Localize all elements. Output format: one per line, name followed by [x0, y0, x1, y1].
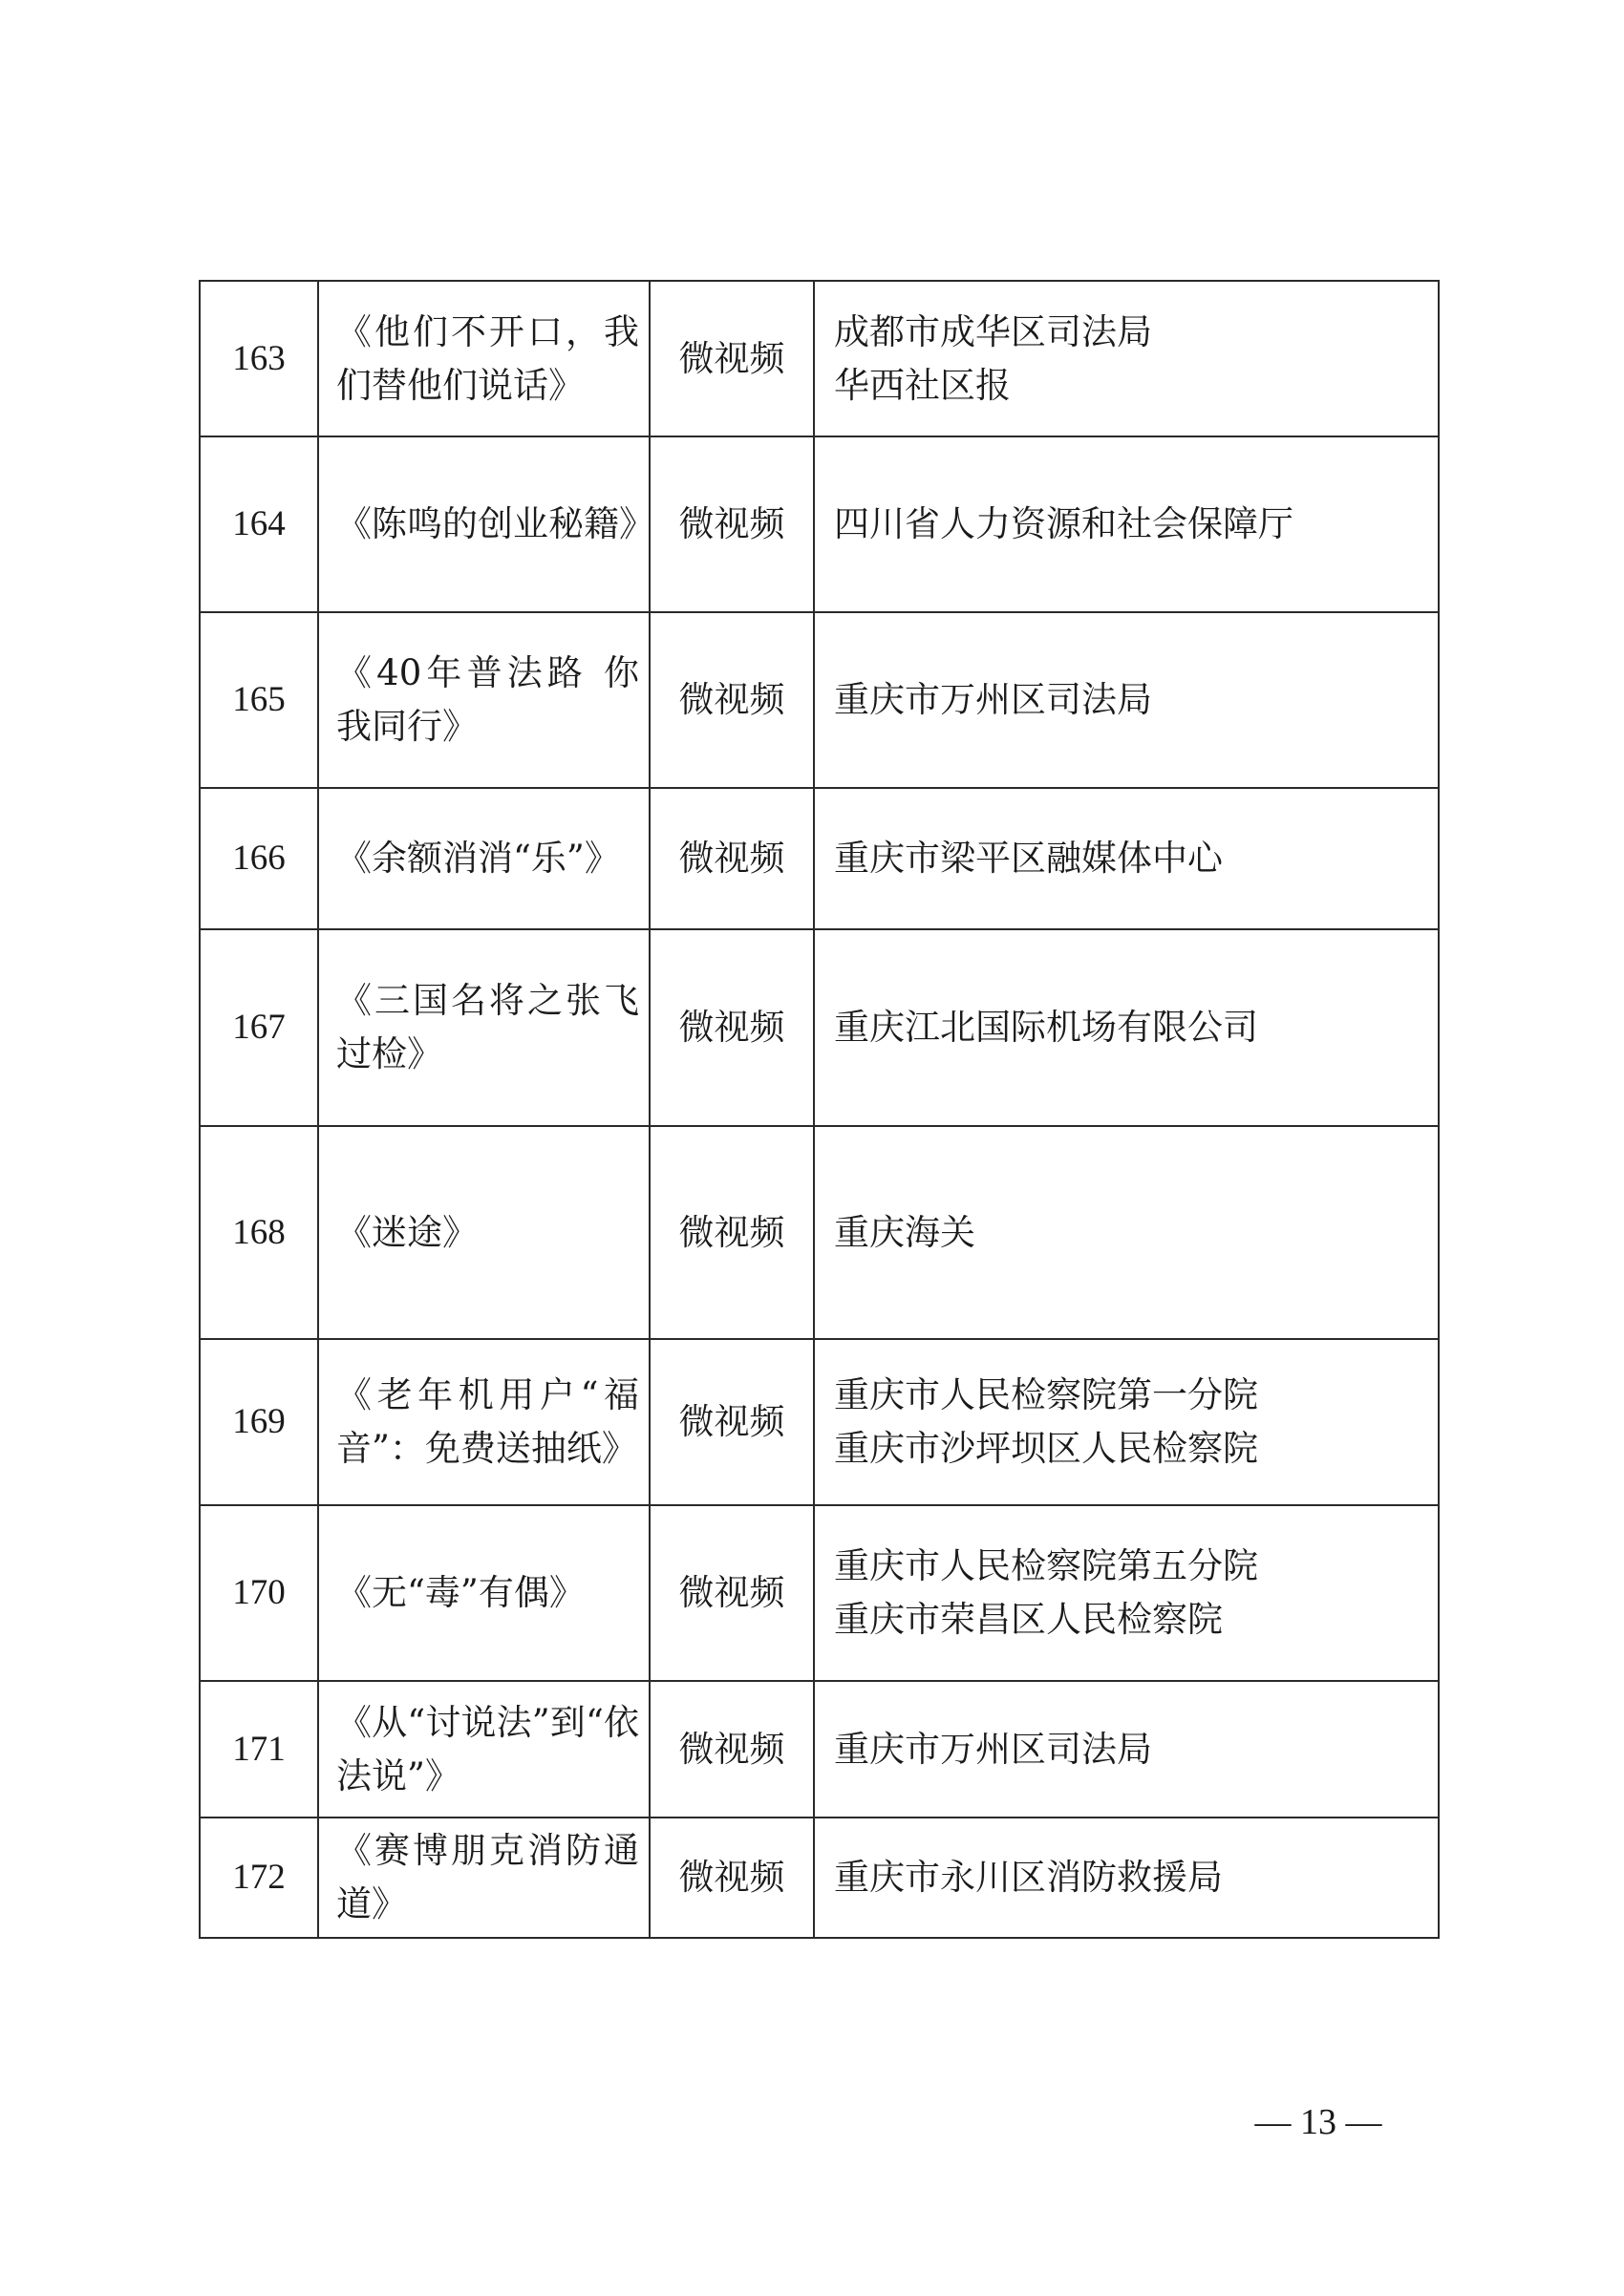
work-title: 《他们不开口，我们替他们说话》 — [318, 281, 650, 436]
unit-name: 重庆市梁平区融媒体中心 — [834, 838, 1223, 879]
row-number: 167 — [200, 929, 318, 1126]
table-row — [200, 788, 1439, 929]
work-type: 微视频 — [650, 929, 814, 1126]
work-type: 微视频 — [650, 1339, 814, 1505]
submitting-unit — [814, 1505, 1439, 1681]
work-type: 微视频 — [650, 1818, 814, 1938]
unit-name: 重庆市人民检察院第五分院 — [834, 1545, 1258, 1586]
work-title: 《迷途》 — [318, 1126, 650, 1339]
table-row — [200, 929, 1439, 1126]
submitting-unit — [814, 612, 1439, 788]
submitting-unit — [814, 1818, 1439, 1938]
unit-name: 重庆市万州区司法局 — [834, 1728, 1152, 1770]
submitting-unit — [814, 436, 1439, 612]
row-number: 171 — [200, 1681, 318, 1818]
unit-name: 成都市成华区司法局 — [834, 310, 1152, 352]
work-type: 微视频 — [650, 436, 814, 612]
submitting-unit — [814, 1339, 1439, 1505]
awards-table — [199, 280, 1440, 1939]
table-row — [200, 1126, 1439, 1339]
work-title: 《赛博朋克消防通道》 — [318, 1818, 650, 1938]
page-number: — 13 — — [1254, 2102, 1382, 2142]
row-number: 165 — [200, 612, 318, 788]
row-number: 168 — [200, 1126, 318, 1339]
table-row — [200, 612, 1439, 788]
unit-name: 重庆市荣昌区人民检察院 — [834, 1599, 1223, 1640]
work-type: 微视频 — [650, 1126, 814, 1339]
row-number: 166 — [200, 788, 318, 929]
row-number: 164 — [200, 436, 318, 612]
submitting-unit — [814, 281, 1439, 436]
table-row — [200, 436, 1439, 612]
row-number: 172 — [200, 1818, 318, 1938]
work-title: 《40年普法路 你我同行》 — [318, 612, 650, 788]
submitting-unit — [814, 1126, 1439, 1339]
row-number: 163 — [200, 281, 318, 436]
unit-name: 四川省人力资源和社会保障厅 — [834, 503, 1293, 544]
table-row — [200, 1818, 1439, 1938]
table-row — [200, 1339, 1439, 1505]
unit-name: 重庆市沙坪坝区人民检察院 — [834, 1428, 1258, 1469]
work-type: 微视频 — [650, 1505, 814, 1681]
work-title: 《从“讨说法”到“依法说”》 — [318, 1681, 650, 1818]
work-type: 微视频 — [650, 281, 814, 436]
work-title: 《老年机用户“福音”：免费送抽纸》 — [318, 1339, 650, 1505]
unit-name: 重庆市万州区司法局 — [834, 679, 1152, 720]
unit-name: 重庆市永川区消防救援局 — [834, 1857, 1223, 1898]
work-title: 《无“毒”有偶》 — [318, 1505, 650, 1681]
row-number: 170 — [200, 1505, 318, 1681]
table-row — [200, 1505, 1439, 1681]
unit-name: 重庆海关 — [834, 1211, 975, 1253]
work-type: 微视频 — [650, 788, 814, 929]
table-row — [200, 281, 1439, 436]
work-title: 《三国名将之张飞过检》 — [318, 929, 650, 1126]
submitting-unit — [814, 929, 1439, 1126]
unit-name: 重庆江北国际机场有限公司 — [834, 1007, 1258, 1048]
work-type: 微视频 — [650, 612, 814, 788]
unit-name: 重庆市人民检察院第一分院 — [834, 1374, 1258, 1415]
submitting-unit — [814, 1681, 1439, 1818]
row-number: 169 — [200, 1339, 318, 1505]
work-title: 《陈鸣的创业秘籍》 — [318, 436, 650, 612]
unit-name: 华西社区报 — [834, 364, 1011, 406]
table-row — [200, 1681, 1439, 1818]
work-title: 《余额消消“乐”》 — [318, 788, 650, 929]
submitting-unit — [814, 788, 1439, 929]
work-type: 微视频 — [650, 1681, 814, 1818]
